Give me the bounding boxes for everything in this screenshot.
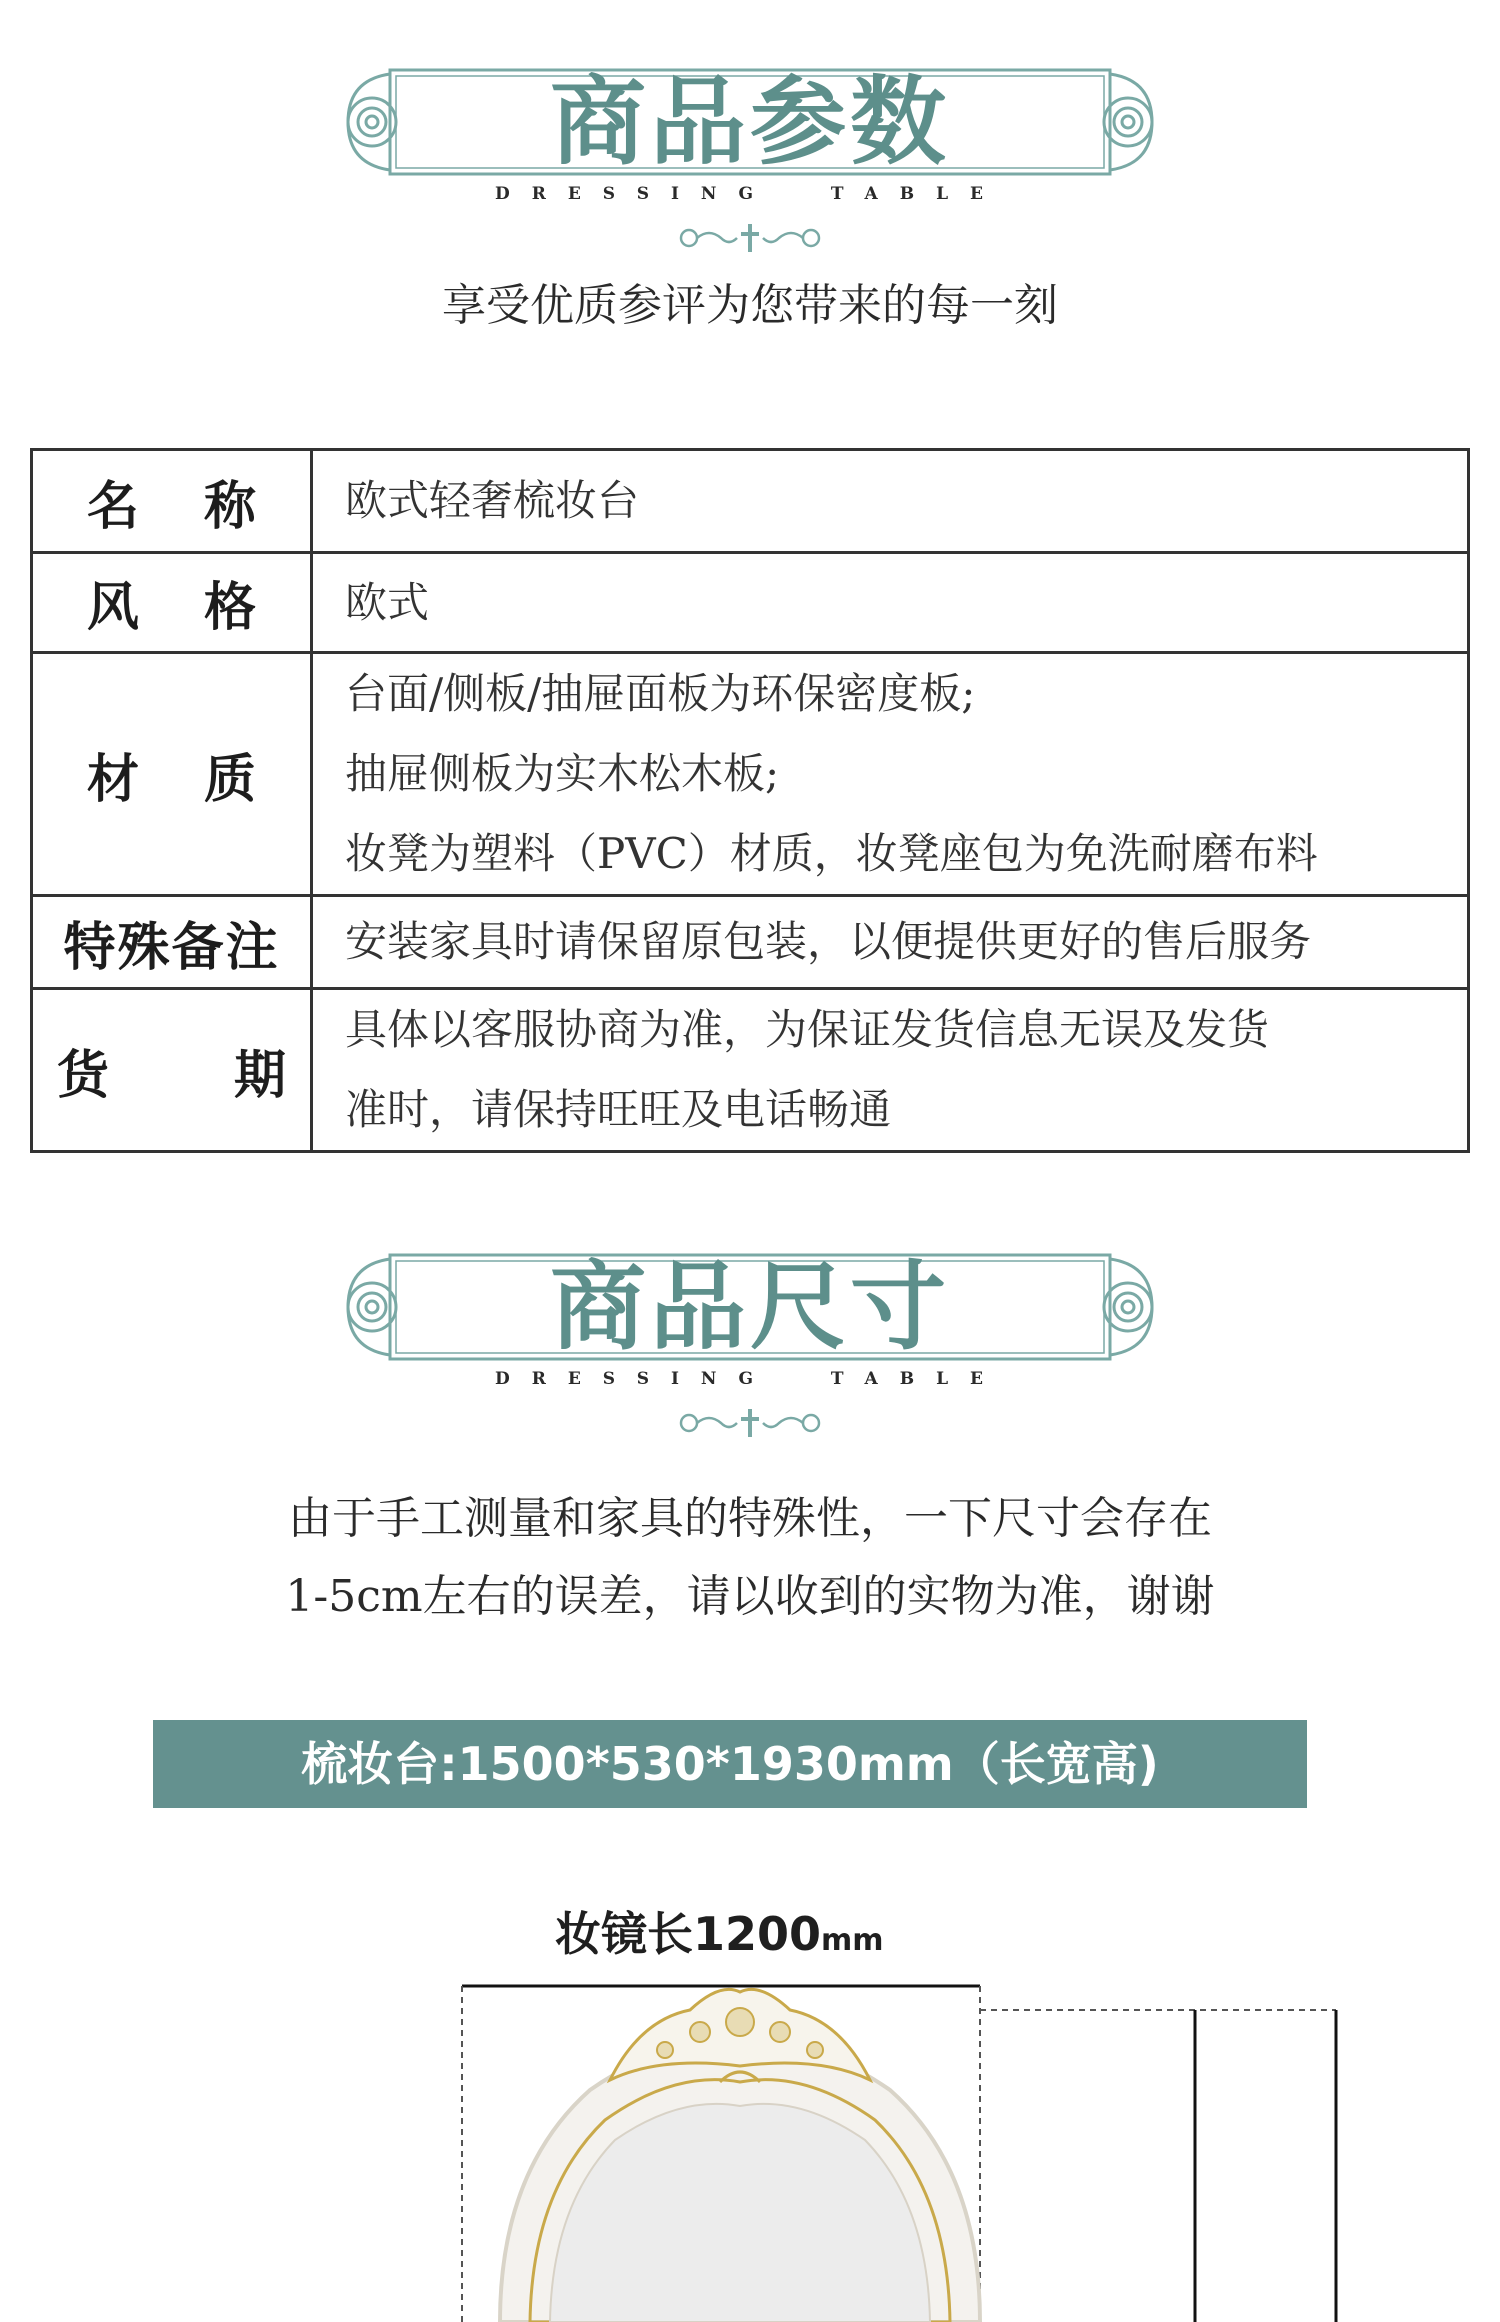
row-key: 名 称 [32,450,312,553]
dressing-mirror-image [440,1970,1360,2322]
dimension-bar: 梳妆台:1500*530*1930mm（长宽高) [153,1720,1307,1808]
mirror-length-label: 妆镜长1200mm [555,1907,884,1961]
notice-line: 由于手工测量和家具的特殊性，一下尺寸会存在 [288,1493,1212,1544]
flourish-ornament-icon [675,1405,825,1441]
size-notice [0,1480,1500,1636]
size-title: 商品尺寸 [550,1251,950,1363]
row-key: 货 期 [32,989,312,1152]
notice-line: 1-5cm左右的误差，请以收到的实物为准，谢谢 [285,1571,1215,1622]
row-key: 特殊备注 [32,896,312,989]
params-title: 商品参数 [550,66,950,178]
row-key: 材 质 [32,653,312,896]
row-value: 欧式轻奢梳妆台 [312,450,1469,553]
section-banner-params [330,60,1170,260]
table-row [32,653,1469,896]
params-subtitle: DRESSING TABLE [494,184,1006,204]
table-row [32,553,1469,653]
flourish-ornament-icon [675,220,825,256]
table-row [32,896,1469,989]
row-value: 欧式 [312,553,1469,653]
table-row [32,989,1469,1152]
params-table [30,448,1470,1153]
params-tagline: 享受优质参评为您带来的每一刻 [442,280,1058,331]
row-value: 具体以客服协商为准，为保证发货信息无误及发货 准时，请保持旺旺及电话畅通 [312,989,1469,1152]
row-value: 安装家具时请保留原包装，以便提供更好的售后服务 [312,896,1469,989]
size-subtitle: DRESSING TABLE [494,1369,1006,1389]
table-row [32,450,1469,553]
row-value: 台面/侧板/抽屉面板为环保密度板; 抽屉侧板为实木松木板; 妆凳为塑料（PVC）材质，妆凳座包为免洗耐磨布料 [312,653,1469,896]
section-banner-size [330,1245,1170,1445]
row-key: 风 格 [32,553,312,653]
